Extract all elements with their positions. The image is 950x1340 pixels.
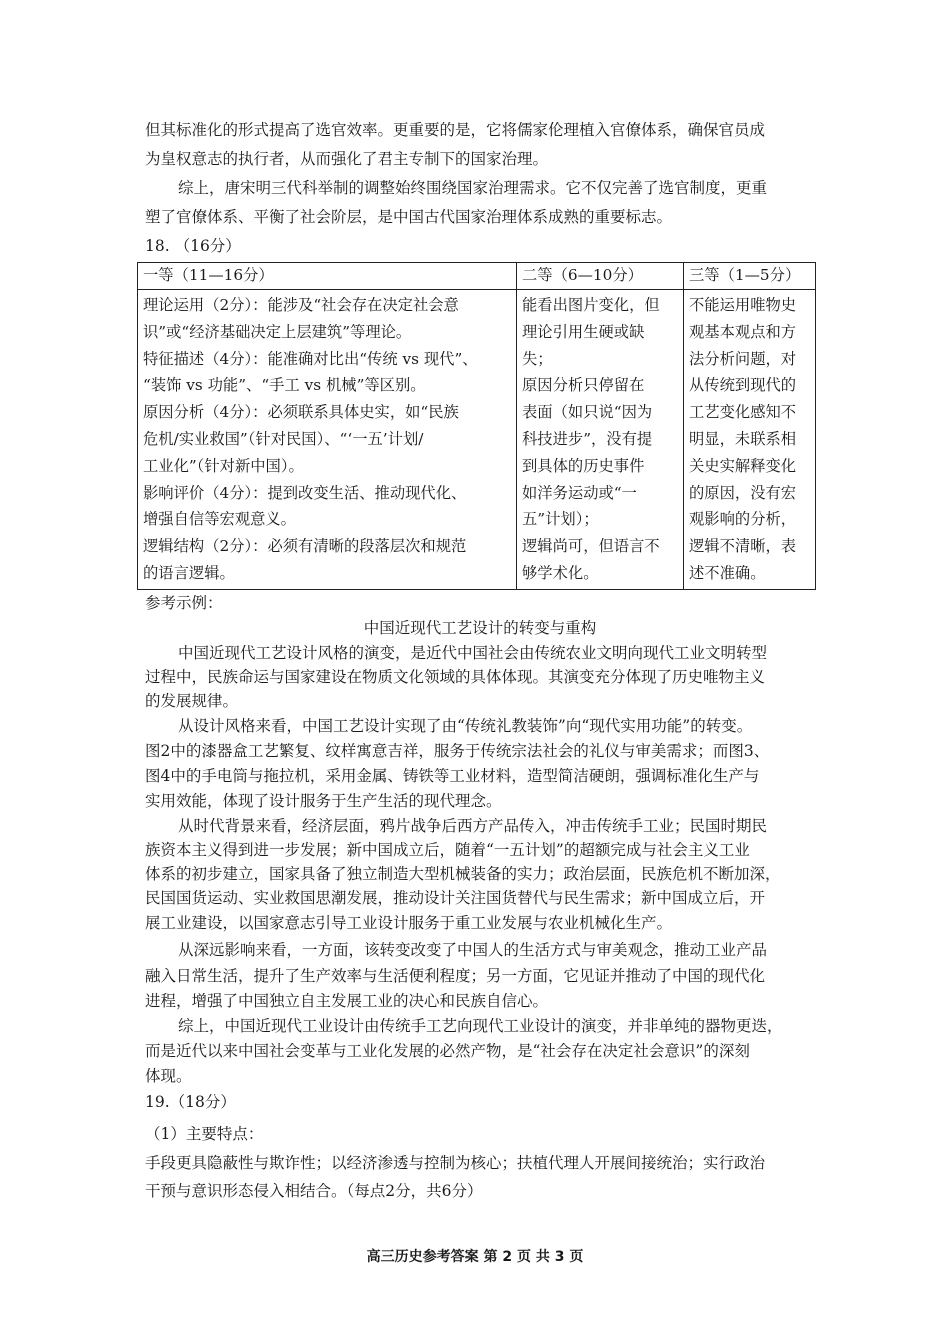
rubric-header-second-class: 二等（6—10分） xyxy=(517,263,684,290)
intro-line: 综上，唐宋明三代科举制的调整始终围绕国家治理需求。它不仅完善了选官制度，更重 xyxy=(178,179,768,197)
question-18-heading: 18. （16分） xyxy=(145,237,241,255)
question-19-subheading: （1）主要特点： xyxy=(145,1125,264,1143)
rubric-line: 明显，未联系相 xyxy=(689,429,797,448)
rubric-line: 不能运用唯物史 xyxy=(689,296,797,314)
rubric-line: 到具体的历史事件 xyxy=(522,456,645,475)
essay-line: 展工业建设，以国家意志引导工业设计服务于重工业发展与农业机械化生产。 xyxy=(145,914,673,932)
rubric-line: 逻辑结构（2分）：必须有清晰的段落层次和规范 xyxy=(143,537,467,556)
rubric-line: 关史实解释变化 xyxy=(689,456,797,475)
essay-line: 实用效能，体现了设计服务于生产生活的现代理念。 xyxy=(145,792,502,810)
rubric-line: 识”或“经济基础决定上层建筑”等理论。 xyxy=(143,322,412,341)
essay-line: 从深远影响来看，一方面，该转变改变了中国人的生活方式与审美观念，推动工业产品 xyxy=(178,941,768,959)
rubric-line: 如洋务运动或“一 xyxy=(522,483,637,502)
essay-line: 民国国货运动、实业救国思潮发展，推动设计关注国货替代与民生需求；新中国成立后，开 xyxy=(145,889,766,907)
answer-line: 干预与意识形态侵入相结合。（每点2分，共6分） xyxy=(145,1182,483,1200)
answer-line: 手段更具隐蔽性与欺诈性；以经济渗透与控制为核心；扶植代理人开展间接统治；实行政治 xyxy=(145,1154,766,1172)
rubric-line: 工艺变化感知不 xyxy=(689,403,797,422)
reference-example-label: 参考示例： xyxy=(145,594,223,612)
essay-line: 从设计风格来看，中国工艺设计实现了由“传统礼教装饰”向“现代实用功能”的转变。 xyxy=(178,717,753,735)
essay-line: 而是近代以来中国社会变革与工业化发展的必然产物，是“社会存在决定社会意识”的深刻 xyxy=(145,1042,750,1060)
intro-line: 为皇权意志的执行者，从而强化了君主专制下的国家治理。 xyxy=(145,150,549,168)
rubric-cell-first-class xyxy=(138,290,517,590)
intro-line: 塑了官僚体系、平衡了社会阶层，是中国古代国家治理体系成熟的重要标志。 xyxy=(145,208,673,226)
essay-line: 过程中，民族命运与国家建设在物质文化领域的具体体现。其演变充分体现了历史唯物主义 xyxy=(145,668,766,686)
essay-line: 的发展规律。 xyxy=(145,692,239,710)
rubric-line: 科技进步”，没有提 xyxy=(522,429,653,448)
grading-rubric-table xyxy=(137,262,816,590)
rubric-line: 特征描述（4分）：能准确对比出“传统 vs 现代”、 xyxy=(143,349,478,368)
rubric-line: 影响评价（4分）：提到改变生活、推动现代化、 xyxy=(143,483,467,502)
essay-line: 图2中的漆器盒工艺繁复、纹样寓意吉祥，服务于传统宗法社会的礼仪与审美需求；而图3、 xyxy=(145,742,770,760)
rubric-line: 理论引用生硬或缺 xyxy=(522,322,645,341)
rubric-line: 五”计划）； xyxy=(522,510,599,529)
rubric-line: 增强自信等宏观意义。 xyxy=(143,510,296,529)
rubric-line: 从传统到现代的 xyxy=(689,376,797,395)
essay-line: 图4中的手电筒与拖拉机，采用金属、铸铁等工业材料，造型简洁硬朗，强调标准化生产与 xyxy=(145,767,760,785)
rubric-line: 观影响的分析， xyxy=(689,510,797,529)
essay-title: 中国近现代工艺设计的转变与重构 xyxy=(363,619,597,637)
essay-line: 体系的初步建立，国家具备了独立制造大型机械装备的实力；政治层面，民族危机不断加深， xyxy=(145,865,781,883)
question-19-heading: 19.（18分） xyxy=(145,1093,236,1111)
rubric-cell-third-class xyxy=(684,290,816,590)
rubric-line: 工业化”（针对新中国）。 xyxy=(143,456,304,475)
rubric-line: 原因分析只停留在 xyxy=(522,376,645,395)
rubric-line: 述不准确。 xyxy=(689,563,766,582)
rubric-line: 原因分析（4分）：必须联系具体史实，如“民族 xyxy=(143,403,459,422)
essay-line: 综上，中国近现代工业设计由传统手工艺向现代工业设计的演变，并非单纯的器物更迭， xyxy=(178,1017,783,1035)
rubric-line: 的原因，没有宏 xyxy=(689,483,797,502)
rubric-line: 观基本观点和方 xyxy=(689,322,797,341)
rubric-line: 理论运用（2分）：能涉及“社会存在决定社会意 xyxy=(143,296,459,314)
intro-line: 但其标准化的形式提高了选官效率。更重要的是，它将儒家伦理植入官僚体系，确保官员成 xyxy=(145,121,766,139)
essay-line: 从时代背景来看，经济层面，鸦片战争后西方产品传入，冲击传统手工业；民国时期民 xyxy=(178,817,768,835)
rubric-line: 够学术化。 xyxy=(522,563,599,582)
rubric-cell-second-class xyxy=(517,290,684,590)
essay-line: 中国近现代工艺设计风格的演变，是近代中国社会由传统农业文明向现代工业文明转型 xyxy=(178,644,768,662)
rubric-line: 法分析问题，对 xyxy=(689,349,797,368)
rubric-header-third-class: 三等（1—5分） xyxy=(684,263,816,290)
essay-line: 族资本主义得到进一步发展；新中国成立后，随着“一五计划”的超额完成与社会主义工业 xyxy=(145,841,750,859)
rubric-line: 表面（如只说“因为 xyxy=(522,403,653,422)
rubric-header-first-class: 一等（11—16分） xyxy=(138,263,517,290)
rubric-line: “装饰 vs 功能”、“手工 vs 机械”等区别。 xyxy=(143,376,426,395)
rubric-line: 的语言逻辑。 xyxy=(143,563,235,582)
rubric-line: 能看出图片变化，但 xyxy=(522,296,660,314)
rubric-line: 失； xyxy=(522,349,553,368)
essay-line: 融入日常生活，提升了生产效率与生活便利程度；另一方面，它见证并推动了中国的现代化 xyxy=(145,967,766,985)
rubric-line: 逻辑不清晰，表 xyxy=(689,537,797,556)
page-footer: 高三历史参考答案 第 2 页 共 3 页 xyxy=(366,1249,584,1265)
rubric-line: 逻辑尚可，但语言不 xyxy=(522,537,660,556)
essay-line: 进程，增强了中国独立自主发展工业的决心和民族自信心。 xyxy=(145,992,549,1010)
essay-line: 体现。 xyxy=(145,1067,192,1085)
rubric-line: 危机/实业救国”（针对民国）、“‘一五’计划/ xyxy=(143,429,424,448)
